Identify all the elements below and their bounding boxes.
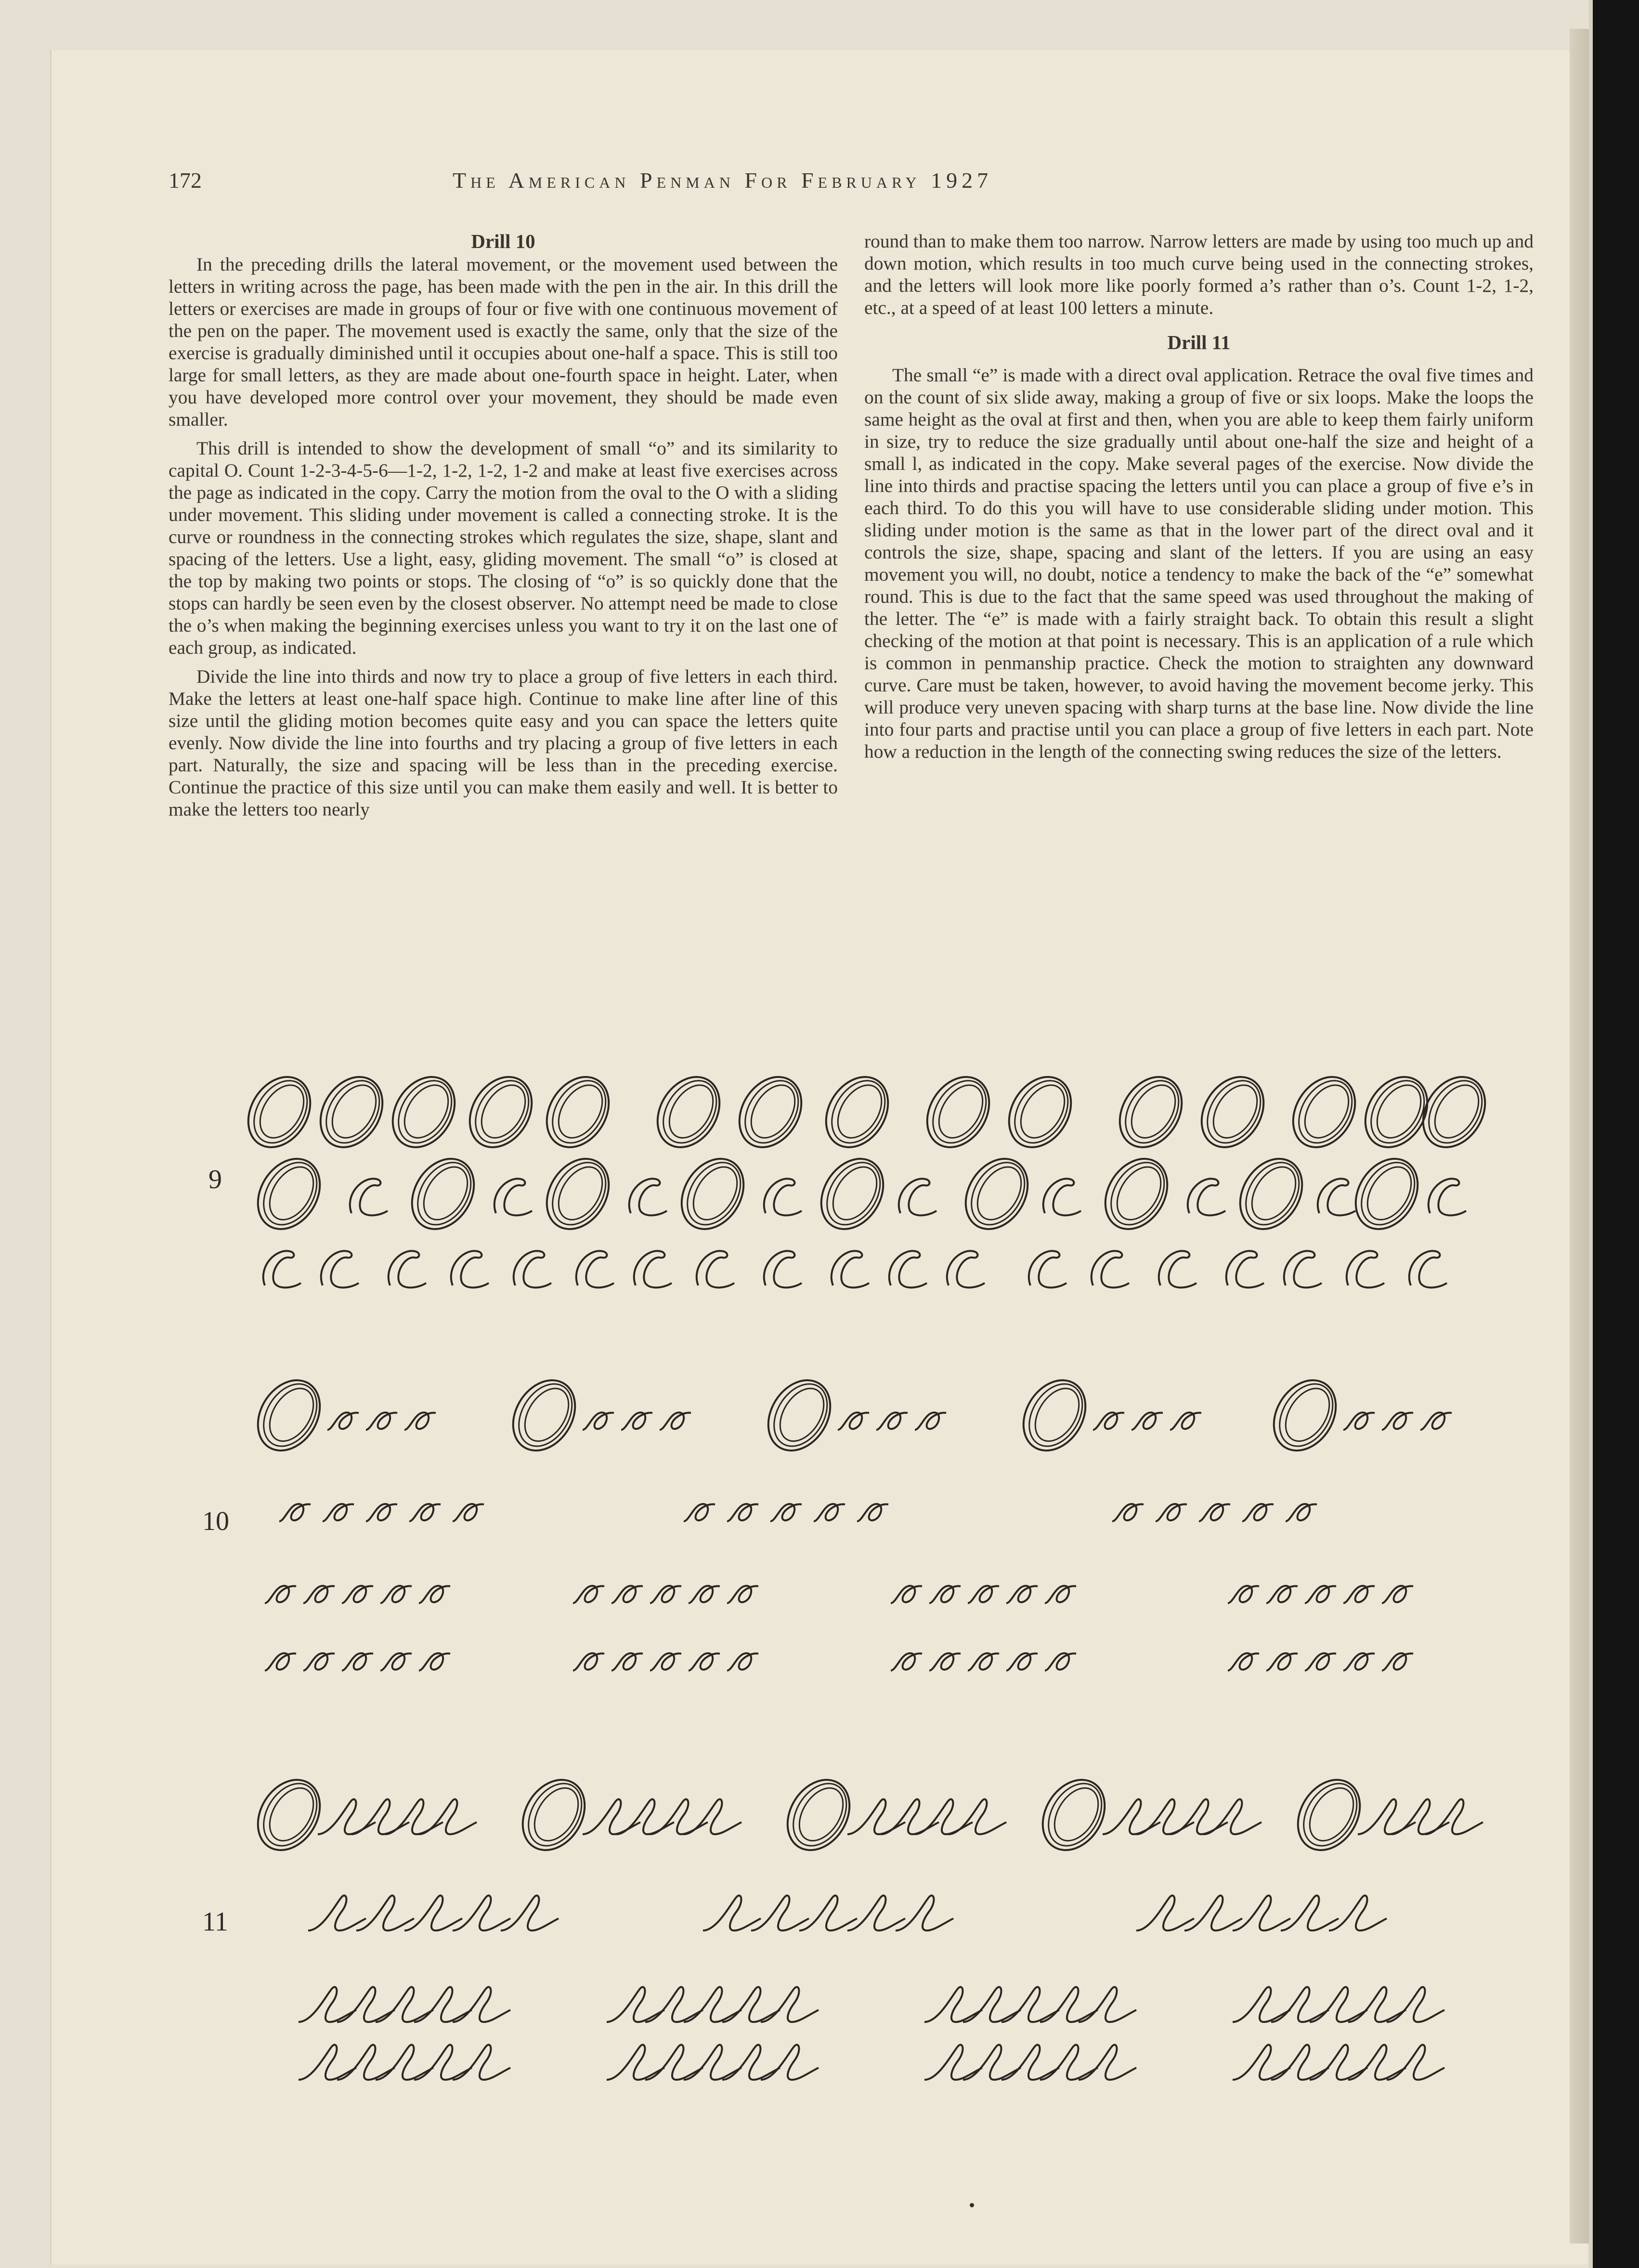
page-number: 172 [169,168,202,193]
paragraph: round than to make them too narrow. Narrow letters are made by using too much up and down motion, which results in too much curve being used in the connecting strokes, and the letters will look more like poorly formed a’s rather than o’s. Count 1-2, 1-2, etc., at a speed of at least 100 letters a minute. [864,231,1534,318]
running-title: The American Penman For February 1927 [453,168,993,193]
drill-11-row-2 [308,1895,1387,1931]
drill-11-row-4 [299,2045,1444,2080]
paragraph: Divide the line into thirds and now try to place a group of five letters in each third. Make the letters at least one-half space high. Continue to make line after line of this size until the gliding motion becomes quite easy and you can space the letters quite evenly. Now divide the line into fourths and try placing a group of five letters in each part. Naturally, the size and spacing will be less than in the preceding exercise. Continue the practice of this size until you can make them easily and well. It is better to make the letters too nearly [169,666,838,820]
drill-9-label: 9 [208,1165,222,1194]
paragraph: This drill is intended to show the development of small “o” and its similarity to capital O. Count 1-2-3-4-5-6—1-2, 1-2, 1-2, 1-2 and make at least five exercises across the page as indicated in the copy. Carry the motion from the oval to the O with a sliding under movement. This sliding under movement is called a connecting stroke. It is the curve or roundness in the connecting strokes which regulates the size, shape, slant and spacing of the letters. Use a light, easy, gliding movement. The small “o” is closed at the top by making two points or stops. The closing of “o” is so quickly done that the stops can hardly be seen even by the closest observer. No attempt need be made to close the o’s when making the beginning exercises unless you want to try it on the last one of each group, as indicated. [169,438,838,658]
drill-10-row-1 [245,1369,1452,1462]
drill-10-row-3 [265,1586,1413,1603]
drill-11-row-1 [245,1768,1483,1862]
drill-11-heading: Drill 11 [1167,331,1231,353]
drill-10-label: 10 [202,1506,229,1536]
drill-9-row-2 [245,1147,1466,1241]
drill-11-row-3 [299,1987,1444,2022]
drill-11-label: 11 [202,1907,228,1937]
drill-10-heading: Drill 10 [471,230,535,252]
drill-9-row-3 [263,1251,1447,1287]
paragraph: The small “e” is made with a direct oval application. Retrace the oval five times and on the count of six slide away, making a group of five or six loops. Make the loops the same height as the oval at first and then, when you are able to keep them fairly uniform in size, try to reduce the size gradually until about one-half the size and height of a small l, as indicated in the copy. Make several pages of the exercise. Now divide the line into thirds and practise spacing the letters until you can place a group of five e’s in each third. To do this you will have to use considerable sliding under motion. This sliding under motion is the same as that in the lower part of the direct oval and it controls the size, shape, spacing and slant of the letters. If you are using an easy movement you will, no doubt, notice a tendency to make the back of the “e” somewhat round. This is due to the fact that the same speed was used throughout the making of the letter. The “e” is made with a fairly straight back. To obtain this result a slight checking of the motion at that point is necessary. This is an application of a rule which is common in penmanship practice. Check the motion to straighten any downward curve. Care must be taken, however, to avoid having the movement become jerky. This will produce very uneven spacing with sharp turns at the base line. Now divide the line into four parts and practise until you can place a group of five letters in each part. Note how a reduction in the length of the connecting swing reduces the size of the letters. [864,364,1534,762]
drill-10-row-4 [265,1653,1413,1671]
paragraph: In the preceding drills the lateral movement, or the movement used between the letters in writing across the page, has been made with the pen in the air. In this drill the letters or exercises are made in groups of four or five with one continuous movement of the pen on the paper. The movement used is exactly the same, only that the size of the exercise is gradually diminished until it occupies about one-half a space. This is still too large for small letters, as they are made about one-fourth space in height. Later, when you have developed more control over your movement, they should be made even smaller. [169,254,838,430]
drill-9-row-1 [235,1065,1497,1159]
drill-10-row-2 [279,1504,1317,1521]
ink-dot [970,2203,974,2207]
